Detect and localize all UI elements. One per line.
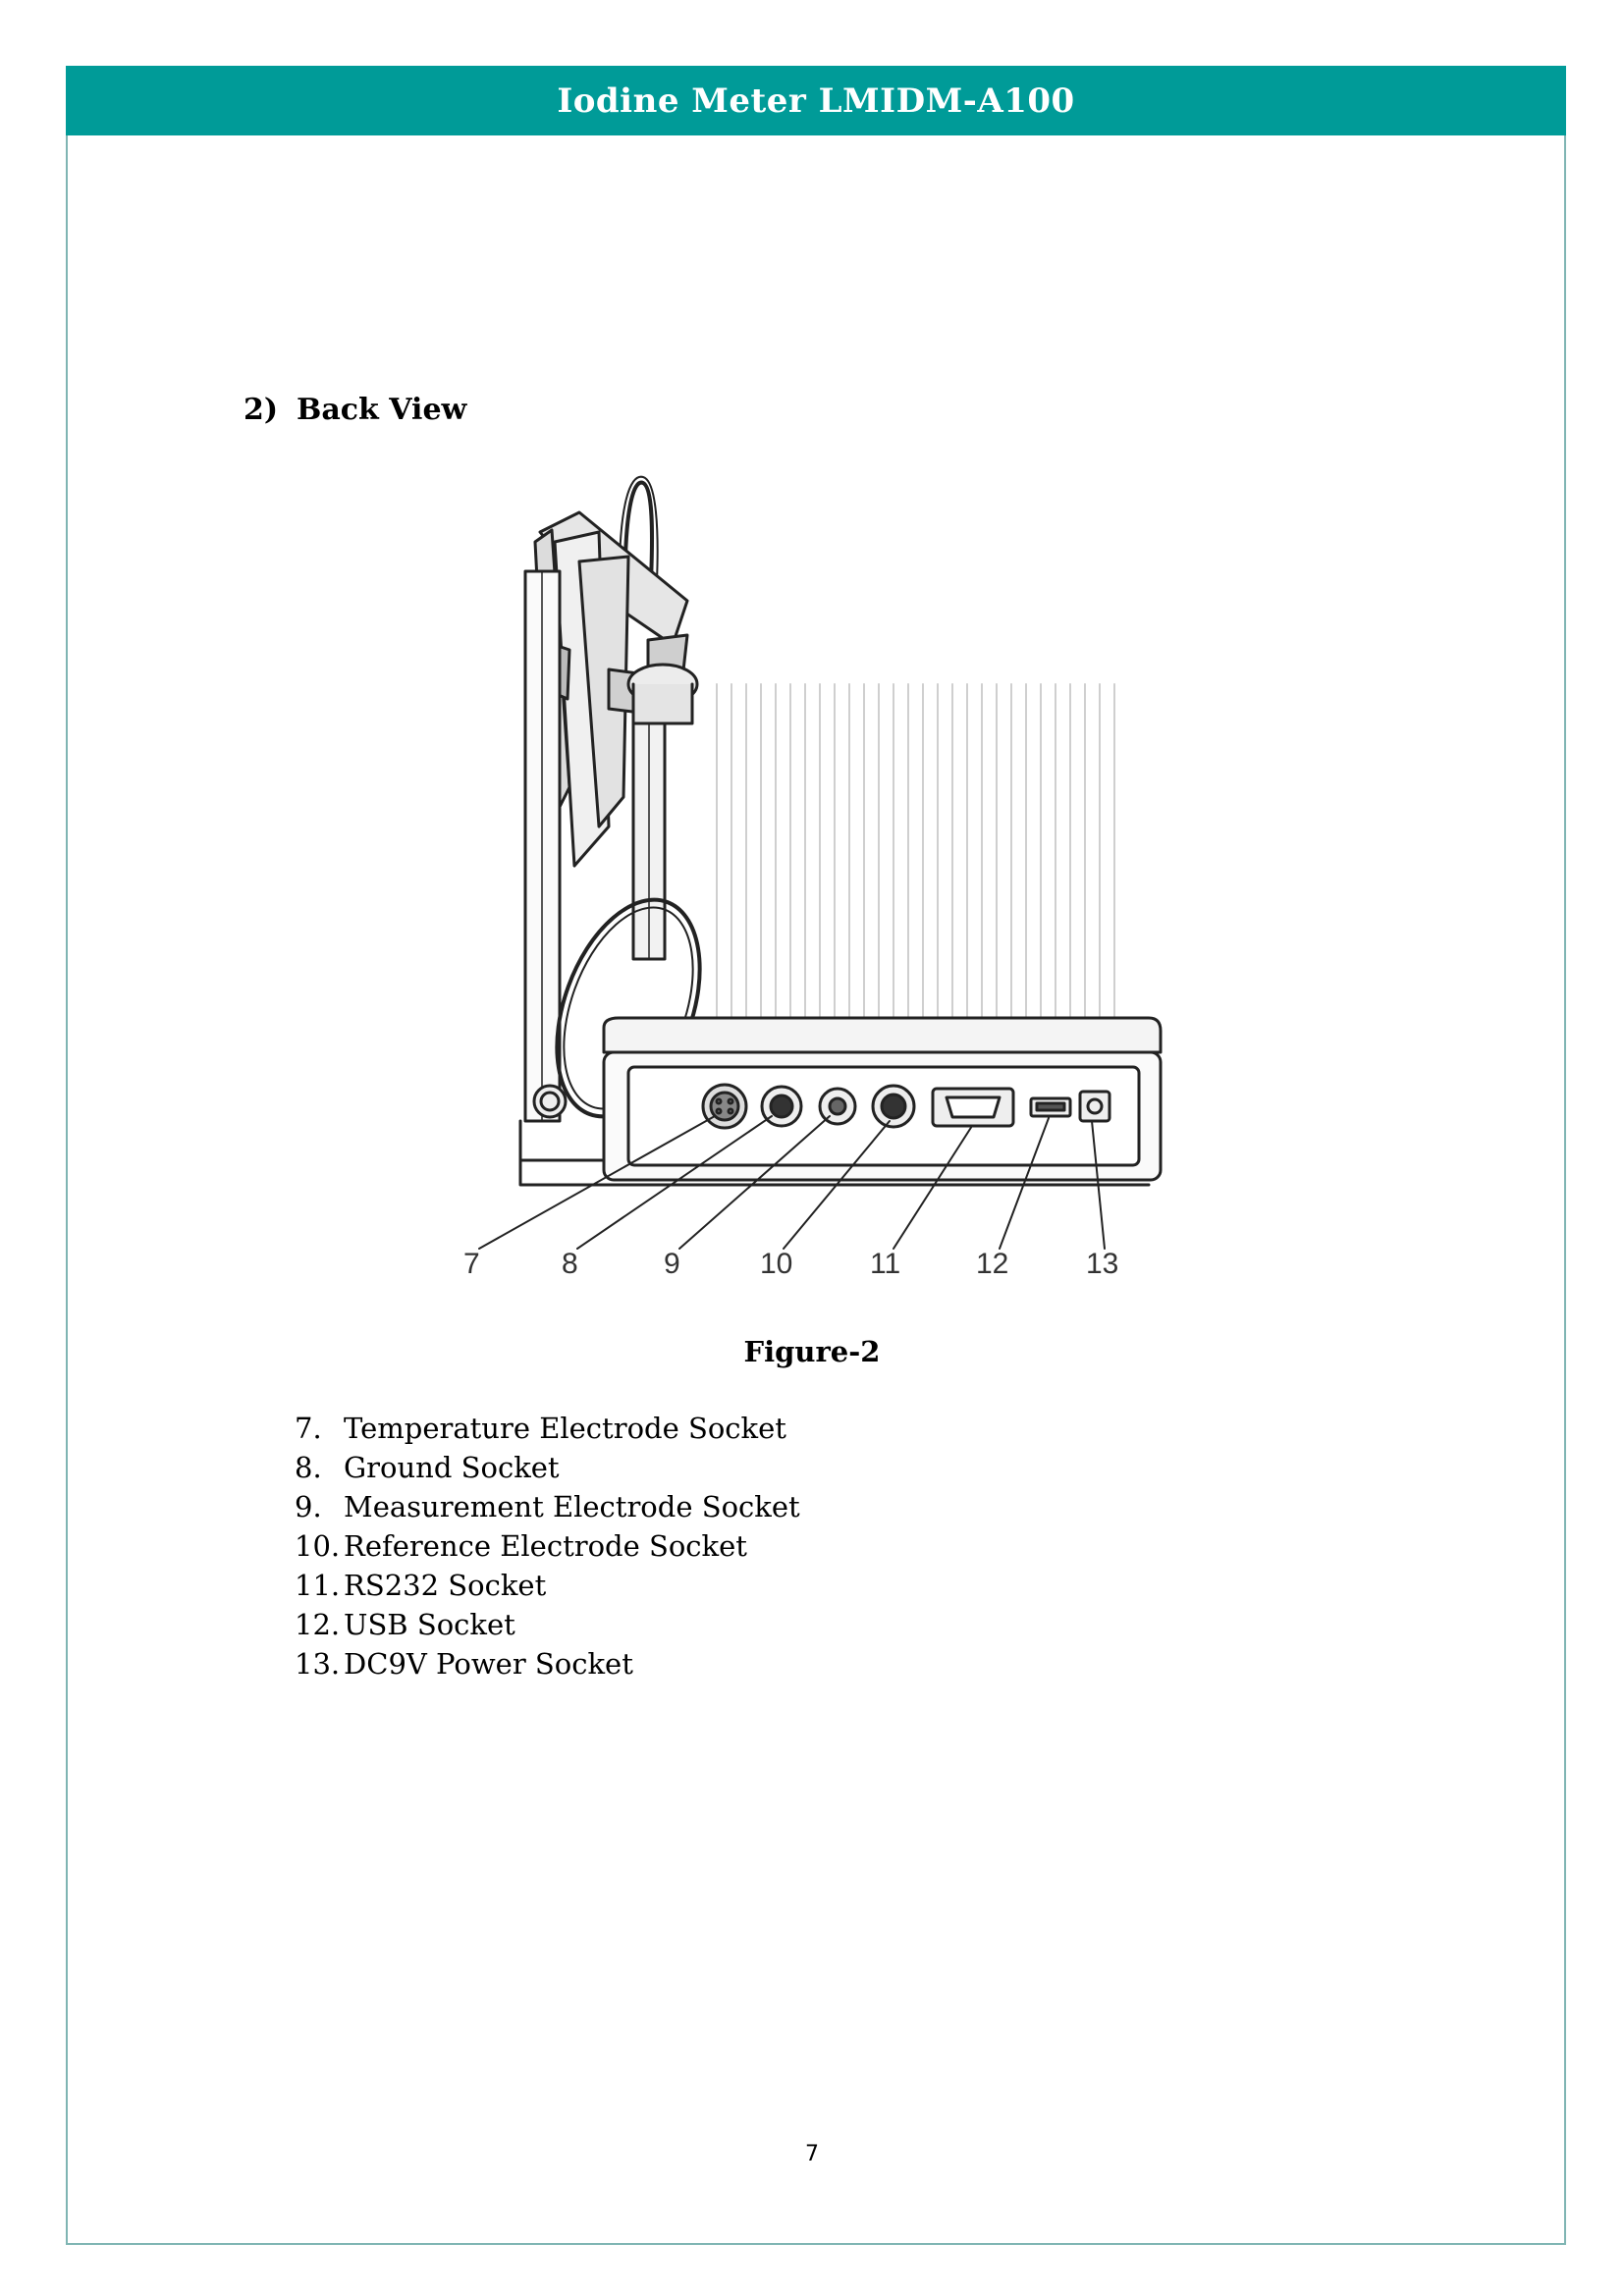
legend-number: 13. <box>295 1647 341 1681</box>
legend-label: Reference Electrode Socket <box>344 1529 747 1563</box>
callout-7: 7 <box>463 1248 480 1278</box>
legend-label: RS232 Socket <box>344 1569 547 1602</box>
callout-8: 8 <box>562 1248 578 1278</box>
legend-label: Ground Socket <box>344 1451 560 1484</box>
legend-number: 8. <box>295 1451 322 1484</box>
page-number: 7 <box>805 2142 819 2166</box>
legend-item <box>295 1487 800 1526</box>
usb-socket <box>1031 1098 1070 1116</box>
reference-electrode-socket <box>873 1086 914 1127</box>
callout-numbers <box>463 1248 1118 1278</box>
section-number: 2) <box>244 393 279 427</box>
legend-label: Measurement Electrode Socket <box>344 1490 800 1523</box>
section-heading <box>244 393 466 427</box>
ground-socket <box>762 1087 801 1126</box>
stand-knob <box>534 1086 566 1117</box>
header-bar <box>66 66 1566 135</box>
meter-top <box>604 1018 1161 1052</box>
legend-item <box>295 1644 800 1683</box>
socket-legend <box>295 1409 800 1683</box>
legend-item <box>295 1605 800 1644</box>
legend-number: 11. <box>295 1569 341 1602</box>
document-title: Iodine Meter LMIDM-A100 <box>557 80 1075 121</box>
legend-item <box>295 1526 800 1566</box>
legend-label: Temperature Electrode Socket <box>344 1412 786 1445</box>
legend-label: DC9V Power Socket <box>344 1647 633 1681</box>
legend-number: 9. <box>295 1490 322 1523</box>
legend-number: 12. <box>295 1608 341 1641</box>
legend-number: 7. <box>295 1412 322 1445</box>
back-view-figure <box>461 473 1168 1278</box>
dc9v-power-socket <box>1080 1092 1110 1121</box>
legend-item <box>295 1448 800 1487</box>
rs232-socket <box>933 1089 1013 1126</box>
temperature-electrode-socket <box>703 1085 746 1128</box>
callout-10: 10 <box>760 1248 793 1278</box>
measurement-electrode-socket <box>820 1089 855 1124</box>
shaded-background <box>717 684 1114 1023</box>
figure-caption: Figure-2 <box>743 1335 881 1368</box>
legend-item <box>295 1566 800 1605</box>
callout-12: 12 <box>976 1248 1009 1278</box>
legend-item <box>295 1409 800 1448</box>
callout-9: 9 <box>664 1248 680 1278</box>
callout-13: 13 <box>1086 1248 1119 1278</box>
legend-number: 10. <box>295 1529 341 1563</box>
legend-label: USB Socket <box>344 1608 515 1641</box>
section-title: Back View <box>297 393 467 427</box>
callout-11: 11 <box>870 1248 901 1278</box>
meter-back-view-illustration <box>461 473 1168 1278</box>
